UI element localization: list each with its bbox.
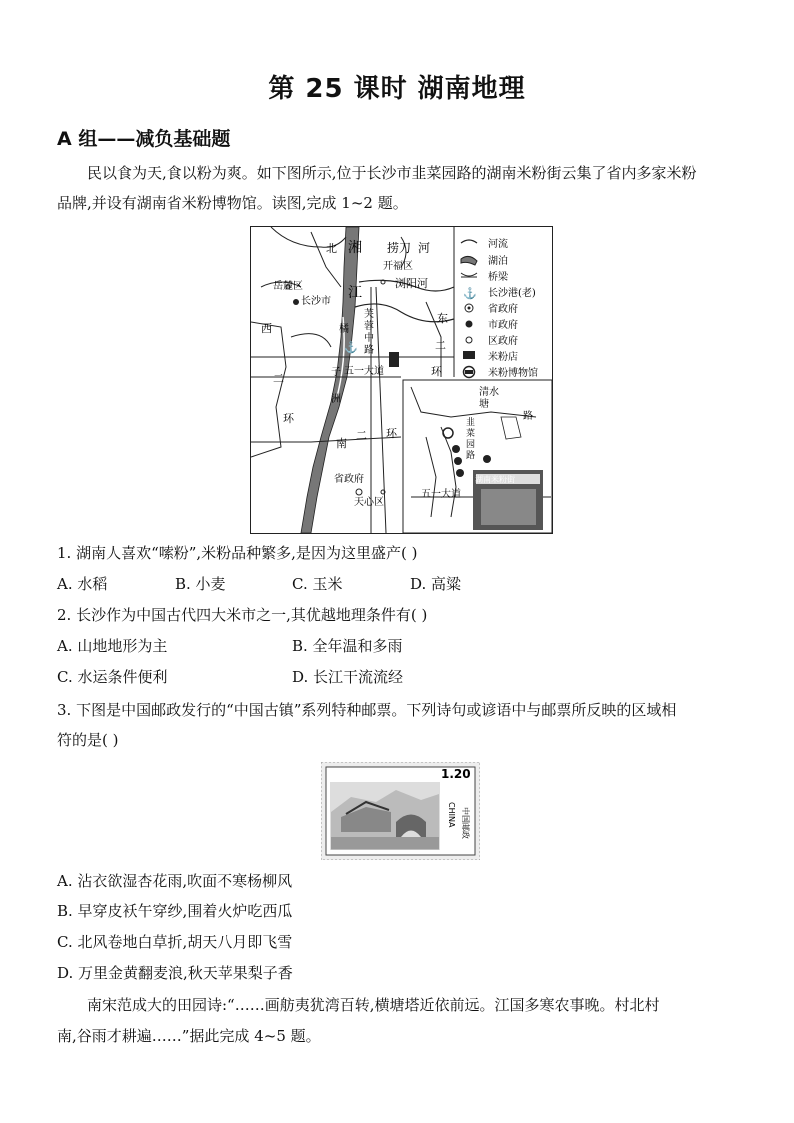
intro-line-2: 品牌,并设有湖南省米粉博物馆。读图,完成 1~2 题。 — [57, 194, 408, 212]
label-lu: 路 — [523, 411, 533, 422]
label-wuyi: 五一大道 — [344, 366, 384, 377]
postage-stamp — [321, 762, 480, 860]
label-er-e: 二 — [435, 339, 446, 352]
legend-museum: 米粉博物馆 — [488, 368, 538, 379]
page-title: 第 25 课时 湖南地理 — [268, 74, 526, 104]
ring-road-west — [251, 322, 286, 457]
label-jiucai4: 路 — [466, 451, 476, 461]
label-tianxin: 天心区 — [354, 497, 384, 508]
label-huan-e: 环 — [431, 365, 442, 378]
q3-option-a[interactable]: A. 沾衣欲湿杏花雨,吹面不寒杨柳风 — [57, 872, 293, 890]
section-heading: A 组——减负基础题 — [57, 128, 231, 150]
q3-stem-line-2: 符的是( ) — [57, 731, 119, 749]
legend-noodle-shop: 米粉店 — [488, 352, 518, 363]
q2-option-d[interactable]: D. 长江干流流经 — [292, 668, 404, 686]
legend-river: 河流 — [488, 239, 508, 250]
label-shengzf: 省政府 — [334, 474, 364, 485]
label-furong2: 蓉 — [364, 321, 374, 332]
legend-prov-gov: 省政府 — [488, 304, 518, 315]
label-photo: 湖南米粉街 — [475, 475, 515, 484]
changsha-map — [250, 226, 553, 534]
label-xiang: 湘 — [348, 240, 362, 256]
noodle-shop-icon — [483, 455, 491, 463]
label-nan: 南 — [336, 437, 347, 450]
museum-marker — [389, 352, 399, 367]
q2-option-b[interactable]: B. 全年温和多雨 — [292, 637, 403, 655]
noodle-shop-icon — [454, 457, 462, 465]
label-er-w: 二 — [273, 372, 284, 385]
label-wuyi2: 五一大道 — [421, 489, 461, 500]
label-furong1: 芙 — [364, 309, 374, 320]
stamp-svg — [321, 762, 480, 860]
label-jiucai1: 韭 — [466, 418, 476, 428]
label-jiucai2: 菜 — [466, 429, 476, 439]
legend-city-gov: 市政府 — [488, 320, 518, 331]
label-jiucai3: 园 — [466, 440, 476, 450]
anchor-icon: ⚓ — [463, 287, 477, 300]
stamp-post: 中国邮政 — [461, 807, 470, 839]
legend-district-gov: 区政府 — [488, 336, 518, 347]
map-svg — [251, 227, 552, 533]
legend-port: 长沙港(老) — [488, 288, 536, 299]
label-jiang: 江 — [348, 285, 362, 301]
noodle-shop-icon — [452, 445, 460, 453]
city-government-icon — [293, 299, 299, 305]
anchor-icon: ⚓ — [344, 341, 358, 354]
q1-stem: 1. 湖南人喜欢“嗦粉”,米粉品种繁多,是因为这里盛产( ) — [57, 544, 418, 562]
label-kaifu: 开福区 — [383, 261, 413, 272]
q3-stem-line-1: 3. 下图是中国邮政发行的“中国古镇”系列特种邮票。下列诗句或谚语中与邮票所反映的区域相 — [57, 701, 677, 719]
noodle-shop-icon — [463, 351, 475, 359]
label-he: 河 — [418, 241, 431, 255]
q3-option-d[interactable]: D. 万里金黄翻麦浪,秋天苹果梨子香 — [57, 964, 293, 982]
label-furong3: 中 — [364, 333, 374, 344]
q3-option-c[interactable]: C. 北风卷地白草折,胡天八月即飞雪 — [57, 933, 293, 951]
label-qingshui2: 塘 — [479, 399, 489, 410]
label-furong4: 路 — [364, 345, 374, 356]
label-juzi2: 子 — [331, 367, 341, 378]
label-changsha: 长沙市 — [301, 296, 331, 307]
government-icon — [356, 489, 362, 495]
q1-option-d[interactable]: D. 高粱 — [410, 575, 462, 593]
q1-option-c[interactable]: C. 玉米 — [292, 575, 343, 593]
passage-2-line-1: 南宋范成大的田园诗:“……画舫夷犹湾百转,横塘塔近依前远。江国多寒农事晚。村北村 — [87, 996, 660, 1014]
ring-road-north — [311, 232, 341, 287]
label-laodao: 捞刀 — [387, 241, 412, 255]
stamp-country: CHINA — [447, 802, 456, 828]
label-huan-s: 环 — [386, 427, 397, 440]
legend-lake: 湖泊 — [488, 256, 508, 267]
label-yuelu: 岳麓区 — [273, 281, 303, 292]
label-er-s: 二 — [356, 429, 367, 442]
label-qingshui1: 清水 — [479, 387, 499, 398]
q2-option-c[interactable]: C. 水运条件便利 — [57, 668, 168, 686]
noodle-shop-icon — [456, 469, 464, 477]
q3-option-b[interactable]: B. 早穿皮袄午穿纱,围着火炉吃西瓜 — [57, 902, 293, 920]
label-xi: 西 — [261, 322, 272, 335]
stamp-value: 1.20 — [441, 767, 471, 781]
label-liuyang: 浏阳河 — [395, 277, 428, 290]
q1-option-a[interactable]: A. 水稻 — [57, 575, 108, 593]
label-juzi1: 橘 — [339, 324, 349, 335]
intro-line-1: 民以食为天,食以粉为爽。如下图所示,位于长沙市韭菜园路的湖南米粉街云集了省内多家米粉 — [87, 164, 697, 182]
q2-option-a[interactable]: A. 山地地形为主 — [57, 637, 168, 655]
label-zhou: 洲 — [331, 394, 341, 405]
label-bei: 北 — [326, 242, 337, 255]
q1-option-b[interactable]: B. 小麦 — [175, 575, 226, 593]
q2-stem: 2. 长沙作为中国古代四大米市之一,其优越地理条件有( ) — [57, 606, 428, 624]
passage-2-line-2: 南,谷雨才耕遍……”据此完成 4~5 题。 — [57, 1027, 321, 1045]
legend-bridge: 桥梁 — [488, 272, 508, 283]
label-dong-e: 东 — [437, 312, 448, 325]
label-huan-w: 环 — [283, 412, 294, 425]
